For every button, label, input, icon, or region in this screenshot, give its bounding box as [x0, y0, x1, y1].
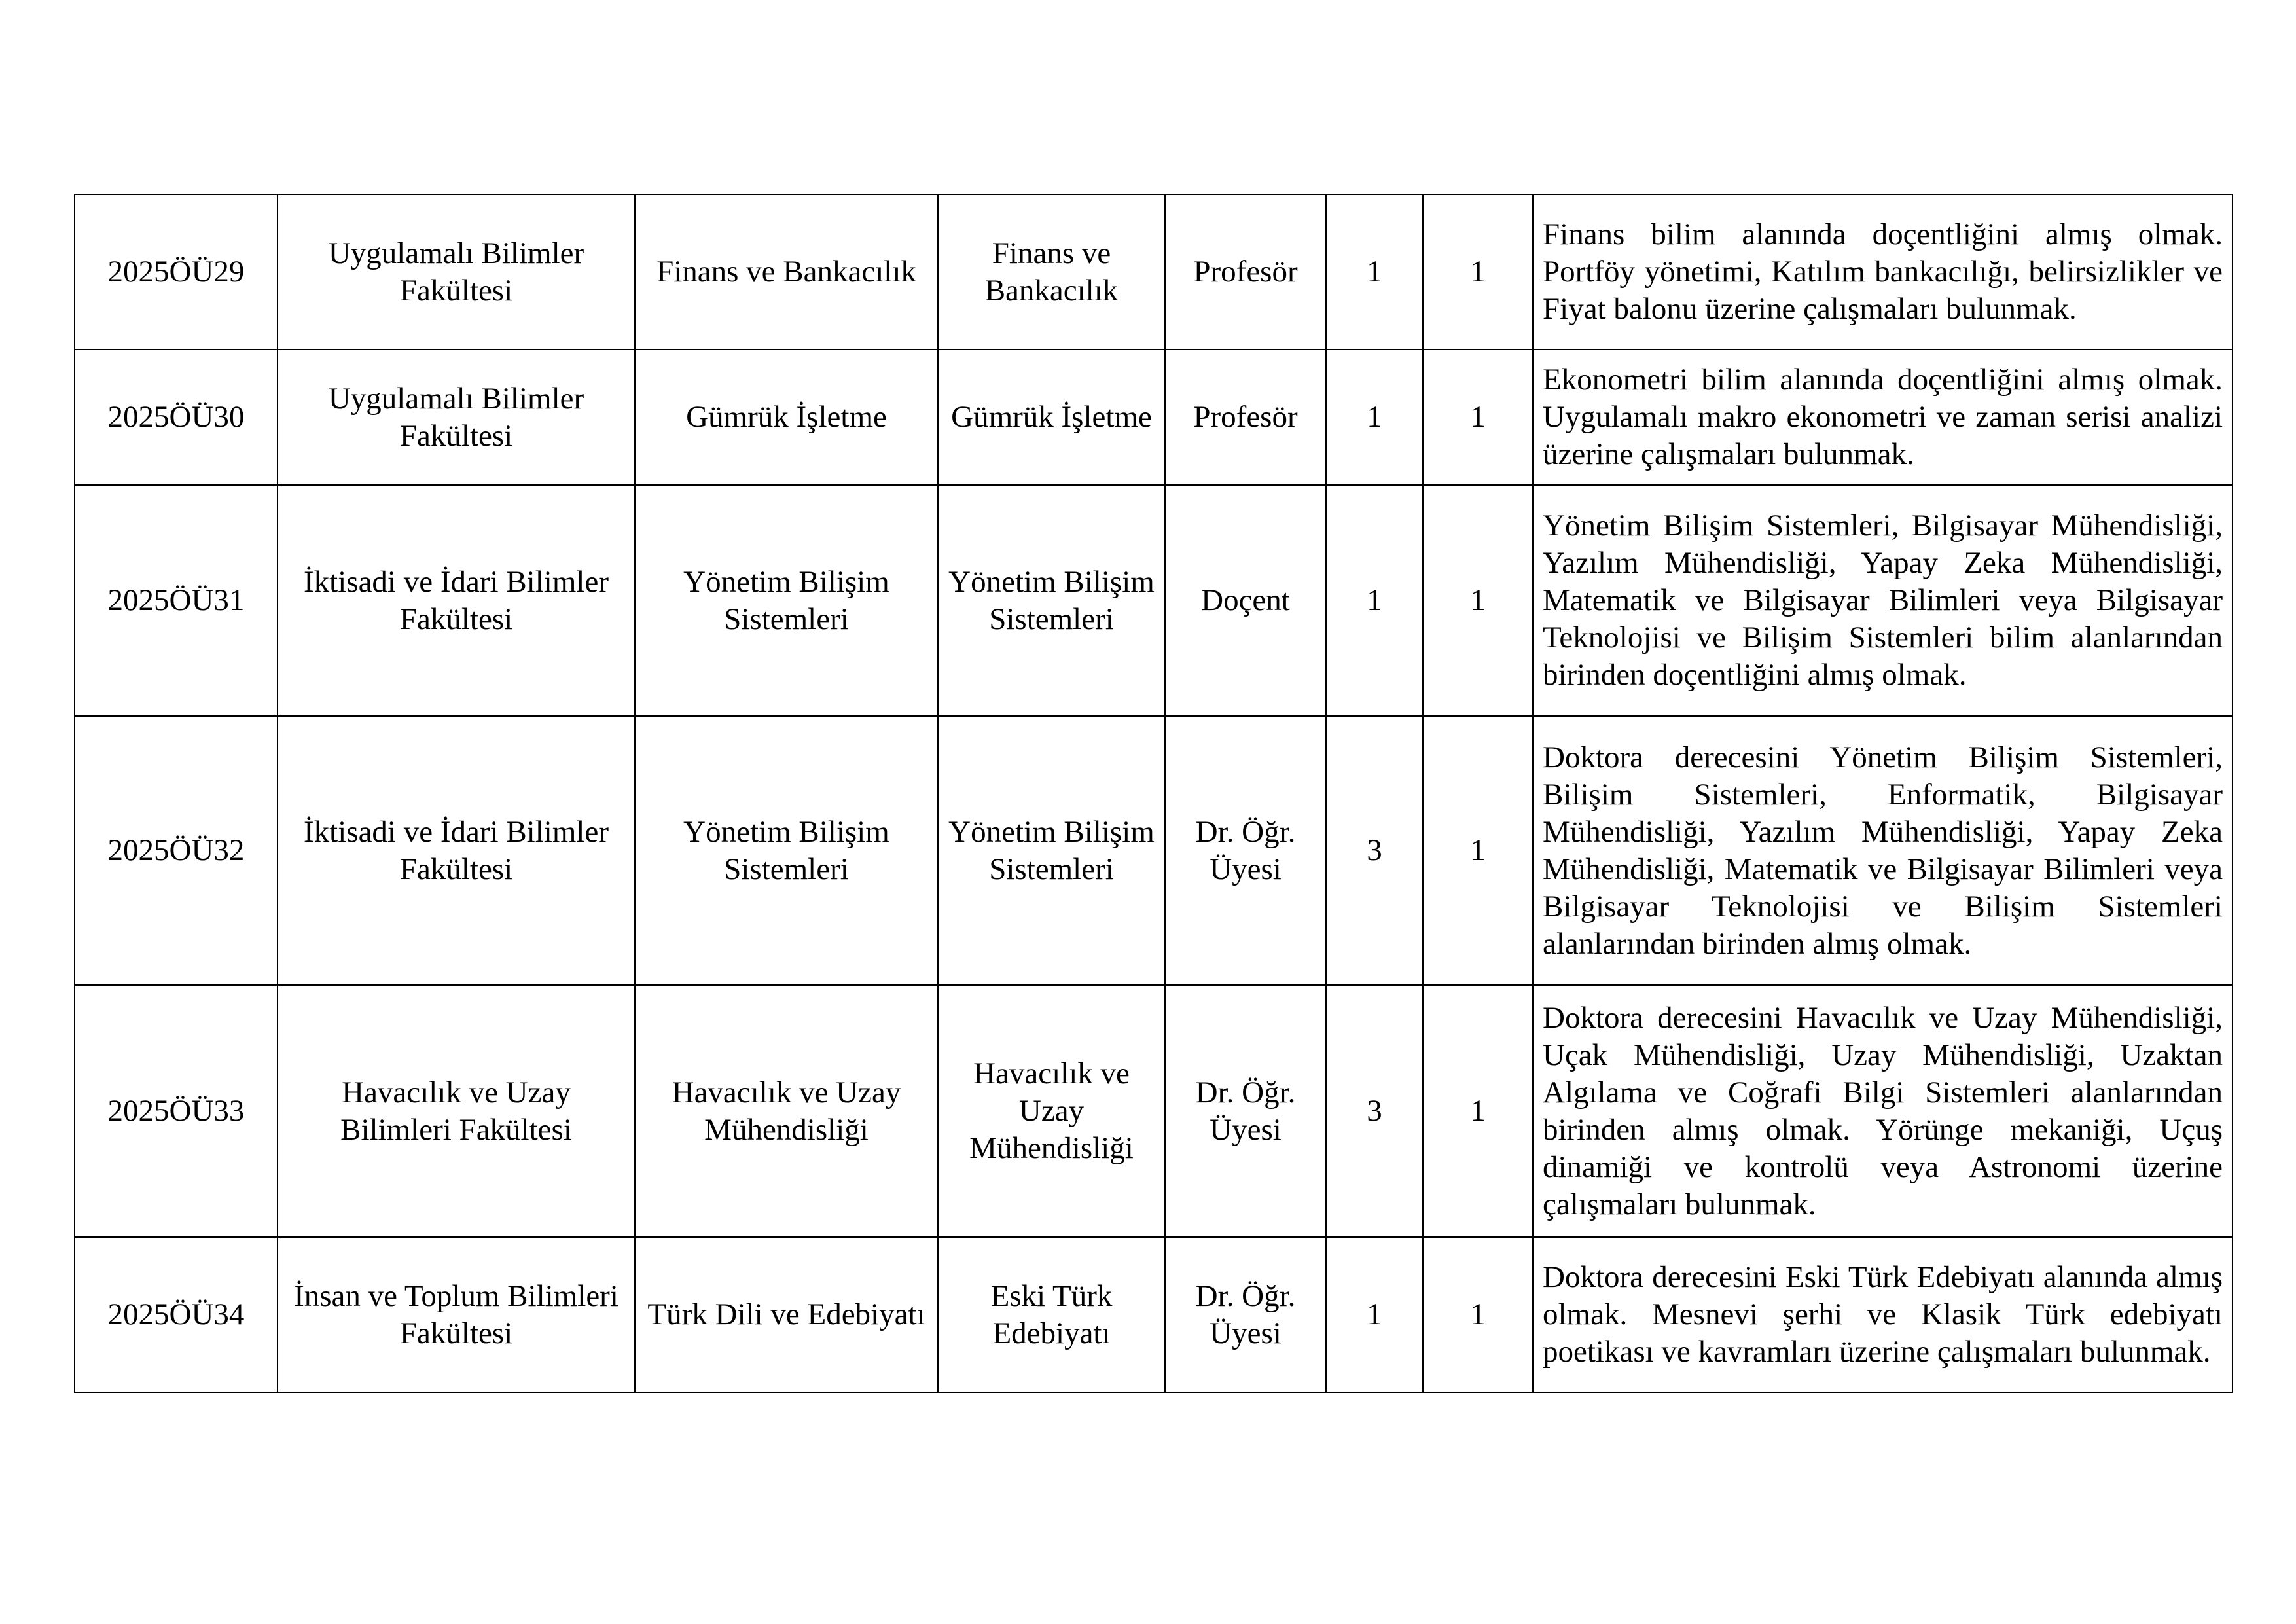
quota-cell: 1 — [1423, 716, 1533, 985]
degree-cell: 1 — [1326, 194, 1423, 350]
position-code: 2025ÖÜ33 — [75, 985, 278, 1237]
department-cell: Yönetim Bilişim Sistemleri — [635, 485, 938, 716]
table-row — [75, 1237, 2233, 1392]
table-row — [75, 485, 2233, 716]
requirements-cell: Finans bilim alanında doçentliğini almış olmak. Portföy yönetimi, Katılım bankacılığı, belirsizlikler ve Fiyat balonu üzerine çalışmaları bulunmak. — [1533, 194, 2233, 350]
faculty-cell: Uygulamalı Bilimler Fakültesi — [278, 194, 635, 350]
quota-cell: 1 — [1423, 985, 1533, 1237]
program-cell: Yönetim Bilişim Sistemleri — [938, 485, 1165, 716]
position-code: 2025ÖÜ31 — [75, 485, 278, 716]
degree-cell: 1 — [1326, 350, 1423, 485]
quota-cell: 1 — [1423, 350, 1533, 485]
academic-title-cell: Dr. Öğr. Üyesi — [1165, 1237, 1326, 1392]
table-row — [75, 350, 2233, 485]
requirements-cell: Yönetim Bilişim Sistemleri, Bilgisayar Mühendisliği, Yazılım Mühendisliği, Yapay Zeka Mühendisliği, Matematik ve Bilgisayar Bilimleri veya Bilgisayar Teknolojisi ve Bilişim Sistemleri bilim alanlarından birinden doçentliğini almış olmak. — [1533, 485, 2233, 716]
program-cell: Yönetim Bilişim Sistemleri — [938, 716, 1165, 985]
department-cell: Finans ve Bankacılık — [635, 194, 938, 350]
faculty-cell: İnsan ve Toplum Bilimleri Fakültesi — [278, 1237, 635, 1392]
academic-title-cell: Dr. Öğr. Üyesi — [1165, 716, 1326, 985]
program-cell: Havacılık ve Uzay Mühendisliği — [938, 985, 1165, 1237]
program-cell: Finans ve Bankacılık — [938, 194, 1165, 350]
requirements-cell: Doktora derecesini Havacılık ve Uzay Mühendisliği, Uçak Mühendisliği, Uzay Mühendisliği, Uzaktan Algılama ve Coğrafi Bilgi Sistemleri alanlarından birinden almış olmak. Yörünge mekaniği, Uçuş dinamiği ve kontrolü veya Astronomi üzerine çalışmaları bulunmak. — [1533, 985, 2233, 1237]
faculty-cell: Uygulamalı Bilimler Fakültesi — [278, 350, 635, 485]
degree-cell: 1 — [1326, 1237, 1423, 1392]
requirements-cell: Doktora derecesini Yönetim Bilişim Sistemleri, Bilişim Sistemleri, Enformatik, Bilgisayar Mühendisliği, Yazılım Mühendisliği, Yapay Zeka Mühendisliği, Matematik ve Bilgisayar Bilimleri veya Bilgisayar Teknolojisi ve Bilişim Sistemleri alanlarından birinden almış olmak. — [1533, 716, 2233, 985]
faculty-cell: İktisadi ve İdari Bilimler Fakültesi — [278, 716, 635, 985]
position-code: 2025ÖÜ34 — [75, 1237, 278, 1392]
requirements-cell: Doktora derecesini Eski Türk Edebiyatı alanında almış olmak. Mesnevi şerhi ve Klasik Türk edebiyatı poetikası ve kavramları üzerine çalışmaları bulunmak. — [1533, 1237, 2233, 1392]
program-cell: Eski Türk Edebiyatı — [938, 1237, 1165, 1392]
degree-cell: 1 — [1326, 485, 1423, 716]
table-row — [75, 716, 2233, 985]
academic-title-cell: Doçent — [1165, 485, 1326, 716]
faculty-cell: İktisadi ve İdari Bilimler Fakültesi — [278, 485, 635, 716]
position-code: 2025ÖÜ29 — [75, 194, 278, 350]
table-row — [75, 985, 2233, 1237]
degree-cell: 3 — [1326, 716, 1423, 985]
program-cell: Gümrük İşletme — [938, 350, 1165, 485]
requirements-cell: Ekonometri bilim alanında doçentliğini almış olmak. Uygulamalı makro ekonometri ve zaman serisi analizi üzerine çalışmaları bulunmak. — [1533, 350, 2233, 485]
faculty-cell: Havacılık ve Uzay Bilimleri Fakültesi — [278, 985, 635, 1237]
quota-cell: 1 — [1423, 485, 1533, 716]
academic-title-cell: Profesör — [1165, 350, 1326, 485]
table-row — [75, 194, 2233, 350]
department-cell: Türk Dili ve Edebiyatı — [635, 1237, 938, 1392]
department-cell: Yönetim Bilişim Sistemleri — [635, 716, 938, 985]
academic-title-cell: Profesör — [1165, 194, 1326, 350]
academic-title-cell: Dr. Öğr. Üyesi — [1165, 985, 1326, 1237]
quota-cell: 1 — [1423, 194, 1533, 350]
department-cell: Havacılık ve Uzay Mühendisliği — [635, 985, 938, 1237]
position-code: 2025ÖÜ32 — [75, 716, 278, 985]
position-code: 2025ÖÜ30 — [75, 350, 278, 485]
quota-cell: 1 — [1423, 1237, 1533, 1392]
positions-table — [74, 194, 2233, 1393]
degree-cell: 3 — [1326, 985, 1423, 1237]
department-cell: Gümrük İşletme — [635, 350, 938, 485]
